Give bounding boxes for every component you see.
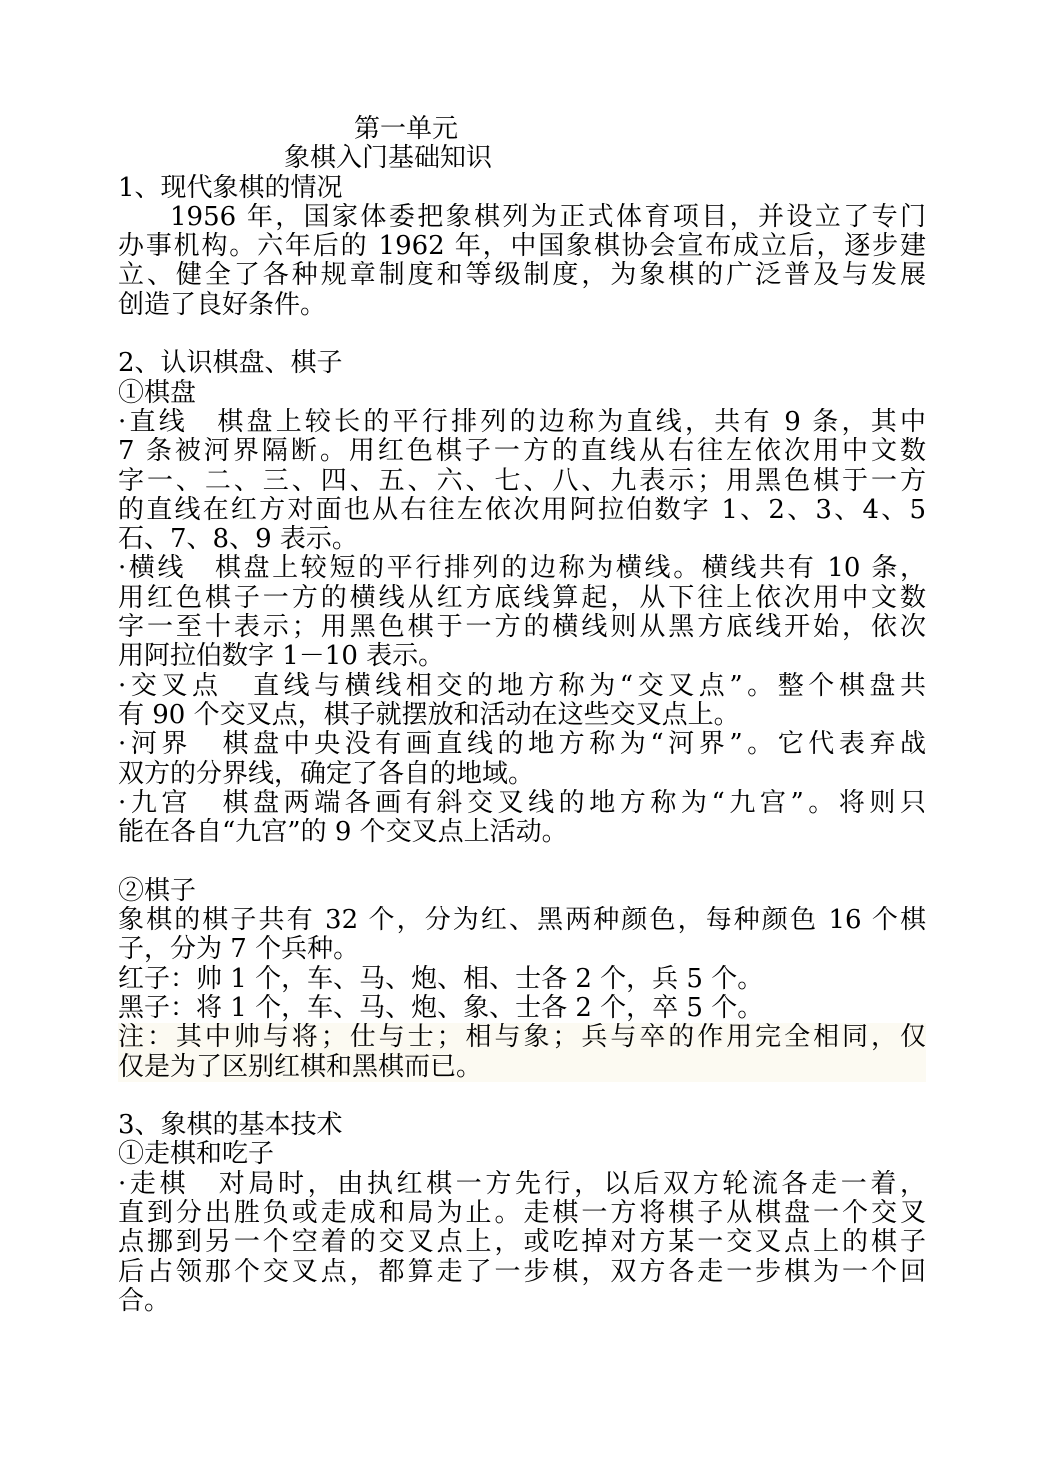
note-line: 仅是为了区别红棋和黑棋而已。 <box>118 1051 483 1082</box>
document-subtitle: 象棋入门基础知识 <box>284 143 493 174</box>
paragraph-line: 的直线在红方对面也从右往左依次用阿拉伯数字 1、2、3、4、5 <box>118 495 926 525</box>
paragraph-line: 石、7、8、9 表示。 <box>118 524 358 555</box>
paragraph-line: ·直线 棋盘上较长的平行排列的边称为直线，共有 9 条，其中 <box>118 407 926 437</box>
paragraph-line: ·交叉点 直线与横线相交的地方称为“交叉点”。整个棋盘共 <box>118 671 926 701</box>
paragraph-line: 双方的分界线，确定了各自的地域。 <box>118 758 535 789</box>
note-block <box>118 1023 926 1082</box>
subsection-heading: ②棋子 <box>118 875 197 906</box>
subsection-heading: ①棋盘 <box>118 377 197 408</box>
paragraph-line: 字一、二、三、四、五、六、七、八、九表示；用黑色棋于一方 <box>118 466 926 496</box>
paragraph-line: ·河界 棋盘中央没有画直线的地方称为“河界”。它代表弃战 <box>118 730 926 760</box>
paragraph-line: 合。 <box>118 1285 171 1316</box>
paragraph-line: 字一至十表示；用黑色棋于一方的横线则从黑方底线开始，依次 <box>118 613 926 643</box>
document-page <box>118 115 926 1316</box>
paragraph-line: 红子：帅 1 个，车、马、炮、相、士各 2 个，兵 5 个。 <box>118 963 764 994</box>
blank-line <box>118 847 926 876</box>
note-line: 注：其中帅与将；仕与士；相与象；兵与卒的作用完全相同，仅 <box>118 1023 926 1053</box>
paragraph-line: 用红色棋子一方的横线从红方底线算起，从下往上依次用中文数 <box>118 583 926 613</box>
paragraph-line: 立、健全了各种规章制度和等级制度，为象棋的广泛普及与发展 <box>118 261 926 291</box>
paragraph-line: 办事机构。六年后的 1962 年，中国象棋协会宣布成立后，逐步建 <box>118 232 926 262</box>
section-heading: 3、象棋的基本技术 <box>118 1110 343 1141</box>
section-heading: 1、现代象棋的情况 <box>118 172 343 203</box>
section-heading: 2、认识棋盘、棋子 <box>118 348 343 379</box>
paragraph-line: 用阿拉伯数字 1－10 表示。 <box>118 641 445 672</box>
paragraph-line: 后占领那个交叉点，都算走了一步棋，双方各走一步棋为一个回 <box>118 1257 926 1287</box>
paragraph-line: 黑子：将 1 个，车、马、炮、象、士各 2 个，卒 5 个。 <box>118 992 764 1023</box>
paragraph-line: 创造了良好条件。 <box>118 289 327 320</box>
unit-title: 第一单元 <box>354 114 459 144</box>
paragraph-line: 直到分出胜负或走成和局为止。走棋一方将棋子从棋盘一个交叉 <box>118 1198 926 1228</box>
paragraph-line: ·横线 棋盘上较短的平行排列的边称为横线。横线共有 10 条， <box>118 554 926 584</box>
paragraph-line: 象棋的棋子共有 32 个，分为红、黑两种颜色，每种颜色 16 个棋 <box>118 906 926 936</box>
paragraph-line: 7 条被河界隔断。用红色棋子一方的直线从右往左依次用中文数 <box>118 437 926 467</box>
blank-line <box>118 320 926 349</box>
paragraph-line: 能在各自“九宫”的 9 个交叉点上活动。 <box>118 817 568 848</box>
paragraph-line: ·走棋 对局时，由执红棋一方先行，以后双方轮流各走一着， <box>118 1169 926 1199</box>
paragraph-line: 子，分为 7 个兵种。 <box>118 934 360 965</box>
paragraph-line: 点挪到另一个空着的交叉点上，或吃掉对方某一交叉点上的棋子 <box>118 1228 926 1258</box>
paragraph-line: ·九宫 棋盘两端各画有斜交叉线的地方称为“九宫”。将则只 <box>118 788 926 818</box>
paragraph-line: 1956 年，国家体委把象棋列为正式体育项目，并设立了专门 <box>170 202 926 232</box>
paragraph-line: 有 90 个交叉点，棋子就摆放和活动在这些交叉点上。 <box>118 699 740 730</box>
subsection-heading: ①走棋和吃子 <box>118 1139 275 1170</box>
blank-line <box>118 1082 926 1111</box>
